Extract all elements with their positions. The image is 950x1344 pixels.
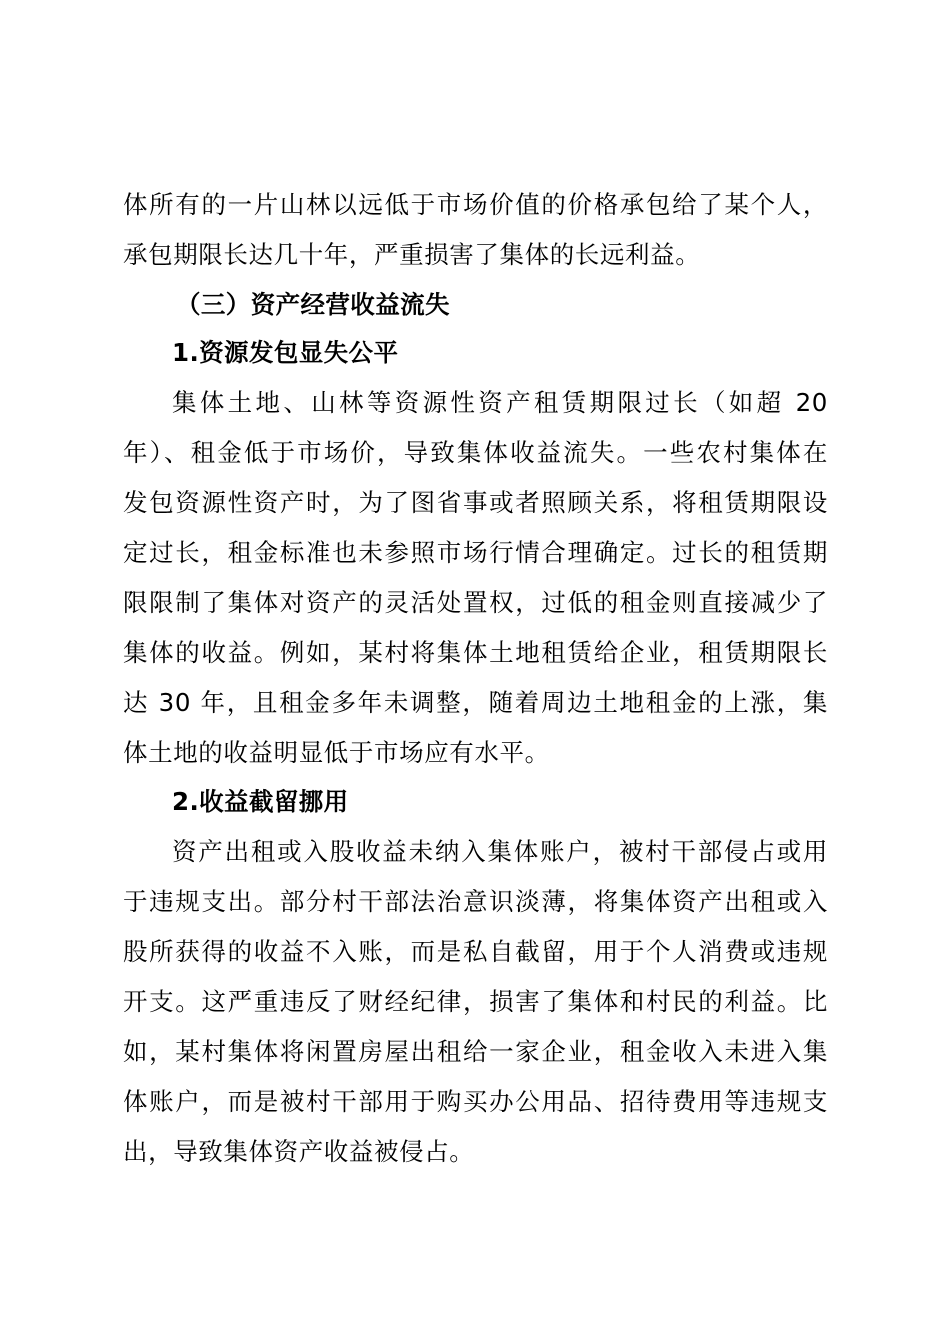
paragraph-line: 于违规支出。部分村干部法治意识淡薄，将集体资产出租或入	[123, 887, 828, 916]
paragraph-line: 股所获得的收益不入账，而是私自截留，用于个人消费或违规	[123, 937, 828, 966]
paragraph-continuation-line: 承包期限长达几十年，严重损害了集体的长远利益。	[123, 240, 701, 269]
paragraph-line: 发包资源性资产时，为了图省事或者照顾关系，将租赁期限设	[123, 488, 828, 517]
paragraph-line: 限限制了集体对资产的灵活处置权，过低的租金则直接减少了	[123, 588, 828, 617]
paragraph-line: 开支。这严重违反了财经纪律，损害了集体和村民的利益。比	[123, 987, 828, 1016]
paragraph-line: 体土地的收益明显低于市场应有水平。	[123, 738, 550, 767]
paragraph-line: 集体的收益。例如，某村将集体土地租赁给企业，租赁期限长	[123, 638, 828, 667]
paragraph-line: 如，某村集体将闲置房屋出租给一家企业，租金收入未进入集	[123, 1037, 828, 1066]
paragraph-line: 年）、租金低于市场价，导致集体收益流失。一些农村集体在	[123, 438, 828, 467]
paragraph-line: 集体土地、山林等资源性资产租赁期限过长（如超 20	[172, 388, 828, 417]
paragraph-line: 出，导致集体资产收益被侵占。	[123, 1137, 475, 1166]
paragraph-line: 达 30 年，且租金多年未调整，随着周边土地租金的上涨，集	[123, 688, 828, 717]
paragraph-continuation-line: 体所有的一片山林以远低于市场价值的价格承包给了某个人，	[123, 190, 828, 219]
subsection-heading: 1.资源发包显失公平	[172, 338, 399, 367]
paragraph-line: 资产出租或入股收益未纳入集体账户，被村干部侵占或用	[172, 837, 828, 866]
paragraph-line: 定过长，租金标准也未参照市场行情合理确定。过长的租赁期	[123, 538, 828, 567]
paragraph-line: 体账户，而是被村干部用于购买办公用品、招待费用等违规支	[123, 1087, 828, 1116]
subsection-heading: 2.收益截留挪用	[172, 787, 349, 816]
section-heading: （三）资产经营收益流失	[176, 290, 450, 319]
